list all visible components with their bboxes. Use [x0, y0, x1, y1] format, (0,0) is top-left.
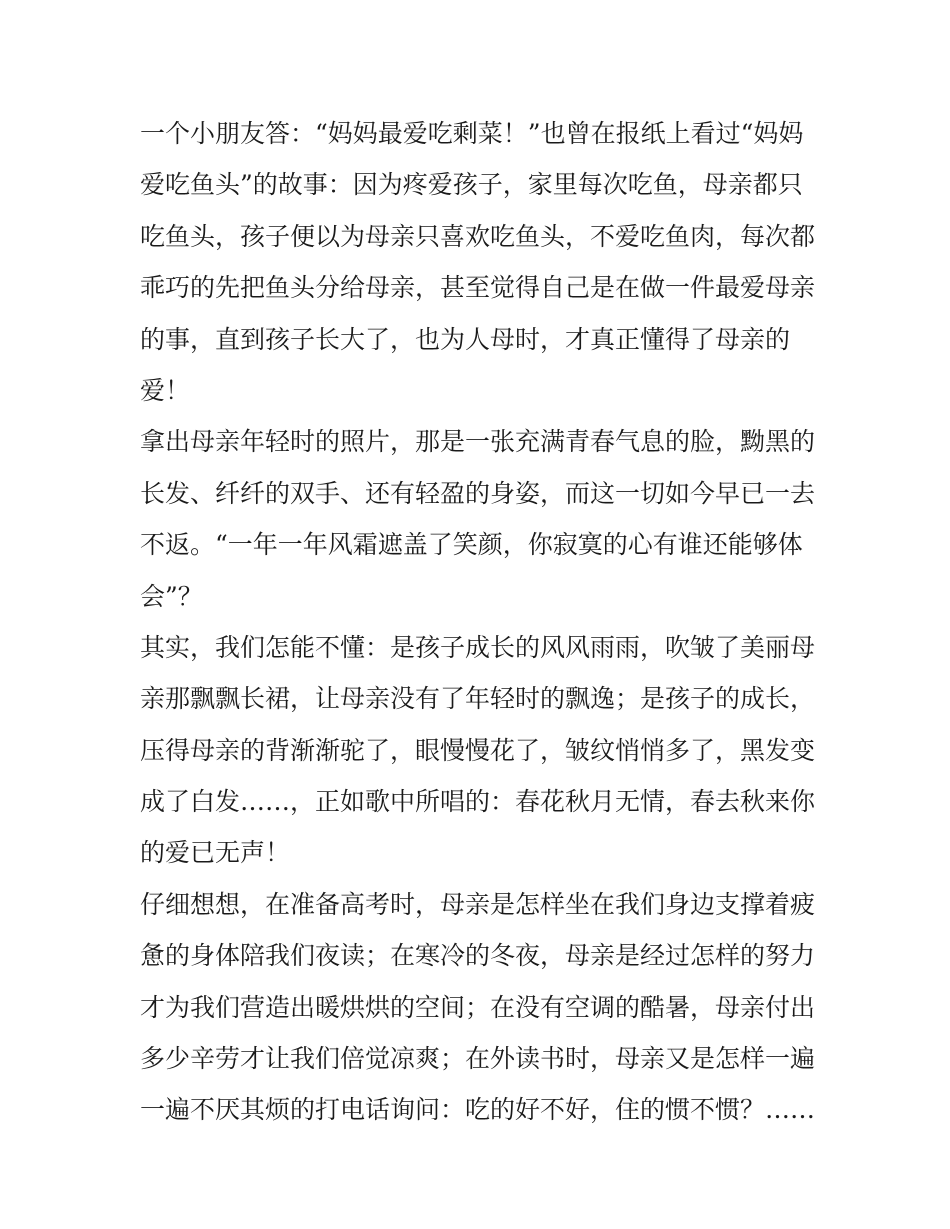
text-line: 不返。“一年一年风霜遮盖了笑颜，你寂寞的心有谁还能够体 — [140, 530, 803, 560]
text-line: 一个小朋友答：“妈妈最爱吃剩菜！”也曾在报纸上看过“妈妈 — [140, 119, 804, 148]
text-line: 的事，直到孩子长大了，也为人母时，才真正懂得了母亲的 — [140, 324, 791, 354]
text-line: 爱！ — [140, 375, 191, 405]
text-line: 成了白发……，正如歌中所唱的：春花秋月无情，春去秋来你 — [140, 787, 816, 817]
text-line: 惫的身体陪我们夜读；在寒冷的冬夜，母亲是经过怎样的努力 — [140, 941, 816, 971]
text-line: 的爱已无声！ — [140, 838, 291, 868]
text-line: 爱吃鱼头”的故事：因为疼爱孩子，家里每次吃鱼，母亲都只 — [140, 170, 803, 200]
text-line: 会”？ — [140, 581, 203, 611]
text-line: 乖巧的先把鱼头分给母亲，甚至觉得自己是在做一件最爱母亲 — [140, 273, 816, 303]
text-line: 多少辛劳才让我们倍觉凉爽；在外读书时，母亲又是怎样一遍 — [140, 1044, 816, 1074]
text-line: 吃鱼头，孩子便以为母亲只喜欢吃鱼头，不爱吃鱼肉，每次都 — [140, 221, 816, 251]
text-line: 仔细想想，在准备高考时，母亲是怎样坐在我们身边支撑着疲 — [140, 889, 816, 919]
text-line: 亲那飘飘长裙，让母亲没有了年轻时的飘逸；是孩子的成长， — [140, 684, 816, 714]
text-line: 压得母亲的背渐渐驼了，眼慢慢花了，皱纹悄悄多了，黑发变 — [140, 735, 816, 765]
text-line: 拿出母亲年轻时的照片，那是一张充满青春气息的脸，黝黑的 — [140, 427, 816, 457]
text-line: 才为我们营造出暖烘烘的空间；在没有空调的酷暑，母亲付出 — [140, 992, 816, 1022]
text-line: 一遍不厌其烦的打电话询问：吃的好不好，住的惯不惯？…… — [140, 1095, 816, 1125]
body-text — [140, 108, 820, 1136]
text-line: 长发、纤纤的双手、还有轻盈的身姿，而这一切如今早已一去 — [140, 478, 816, 508]
text-line: 其实，我们怎能不懂：是孩子成长的风风雨雨，吹皱了美丽母 — [140, 632, 816, 662]
